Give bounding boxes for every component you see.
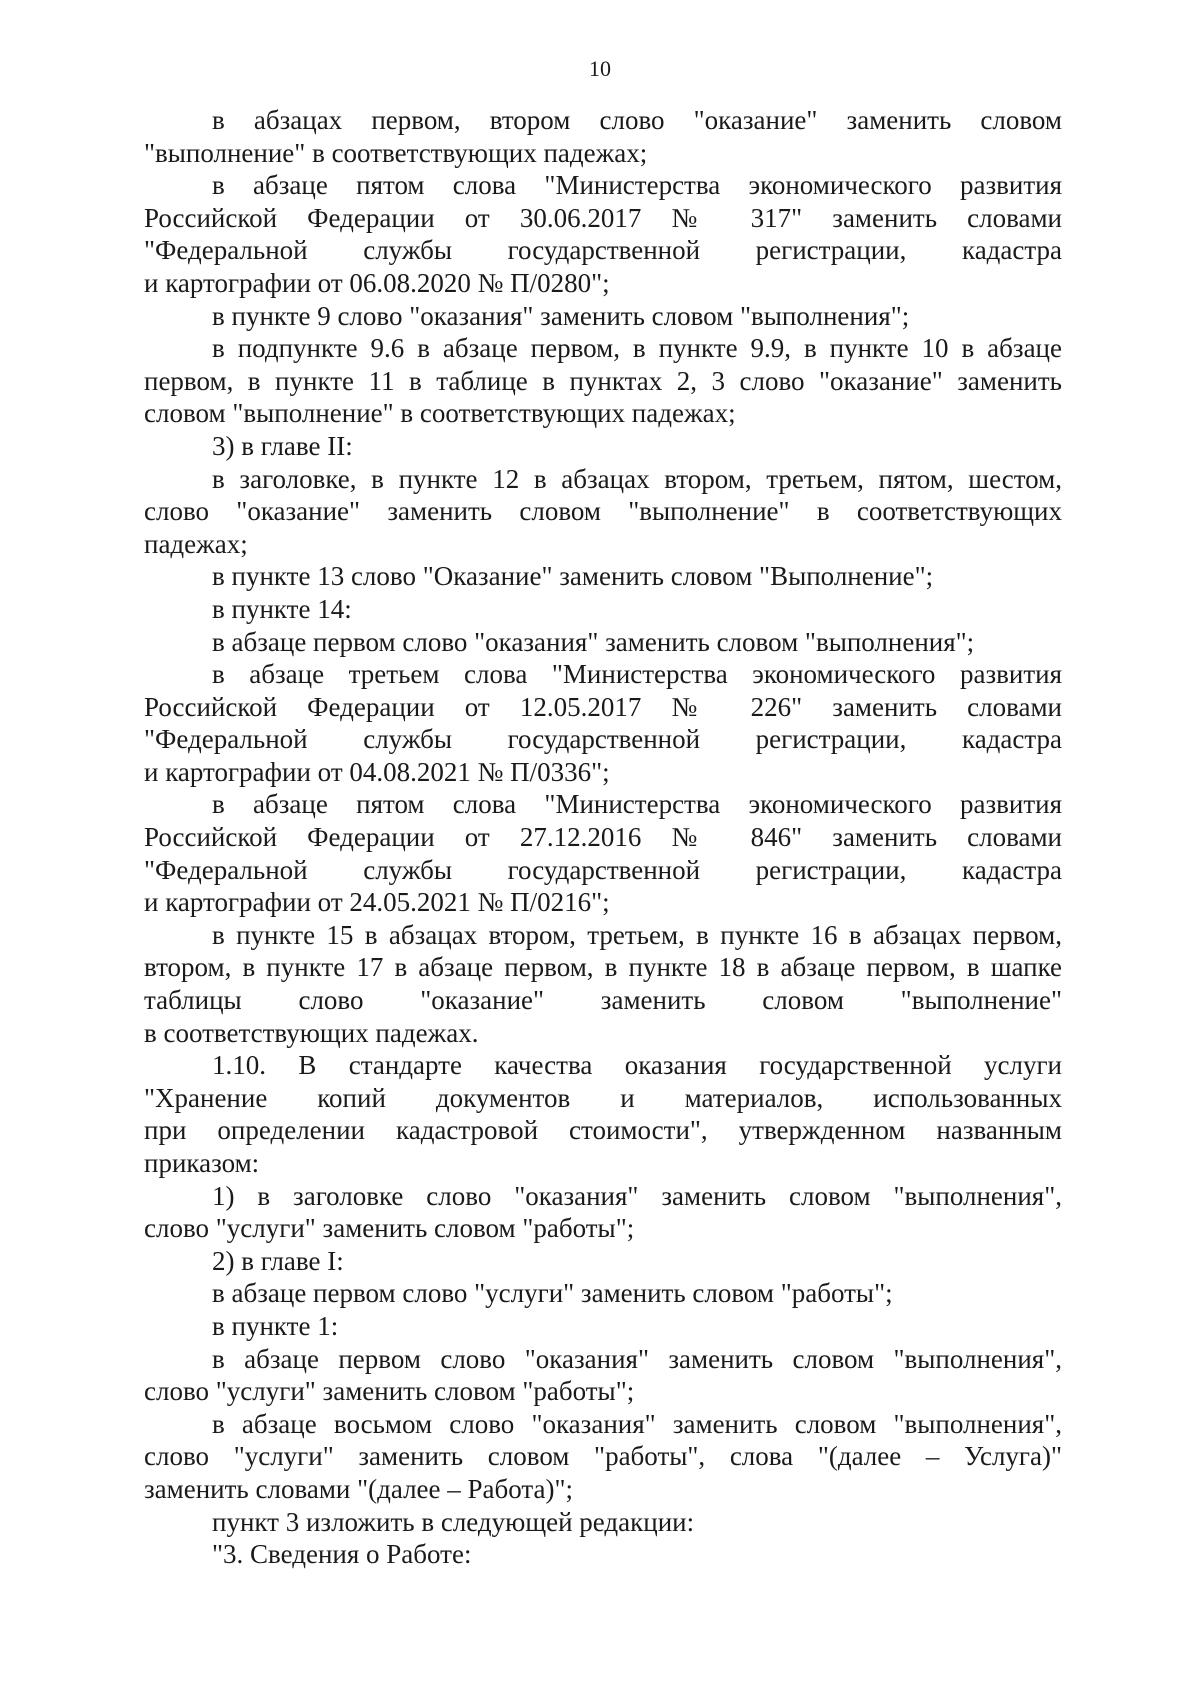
text-line: в абзаце третьем слова "Министерства экономического развития xyxy=(212,659,1062,690)
text-line: в абзаце первом слово "услуги" заменить словом "работы"; xyxy=(212,1278,893,1309)
text-line: 1.10. В стандарте качества оказания государственной услуги xyxy=(212,1050,1062,1081)
text-line: в абзаце восьмом слово "оказания" заменить словом "выполнения", xyxy=(212,1408,1062,1439)
text-line: в пункте 1: xyxy=(212,1310,339,1341)
text-line: заменить словами "(далее – Работа)"; xyxy=(144,1473,574,1504)
text-line: таблицы слово "оказание" заменить словом "выполнение" xyxy=(144,985,1062,1016)
text-line: словом "выполнение" в соответствующих падежах; xyxy=(144,398,736,429)
text-line: в пункте 9 слово "оказания" заменить словом "выполнения"; xyxy=(212,300,910,331)
paragraph xyxy=(144,1408,1062,1506)
text-line: 2) в главе I: xyxy=(212,1245,344,1276)
text-line: 1) в заголовке слово "оказания" заменить словом "выполнения", xyxy=(212,1180,1062,1211)
text-line: "Федеральной службы государственной регистрации, кадастра xyxy=(144,854,1062,885)
text-line: слово "услуги" заменить словом "работы"; xyxy=(144,1213,635,1244)
text-line: в абзаце пятом слова "Министерства экономического развития xyxy=(212,170,1062,201)
paragraph xyxy=(144,560,1062,593)
paragraph xyxy=(144,788,1062,918)
paragraph xyxy=(144,1310,1062,1343)
text-line: и картографии от 24.05.2021 № П/0216"; xyxy=(144,887,610,918)
text-line: при определении кадастровой стоимости", утвержденном названным xyxy=(144,1115,1062,1146)
text-line: "Федеральной службы государственной регистрации, кадастра xyxy=(144,235,1062,266)
paragraph xyxy=(144,1049,1062,1179)
text-line: 3) в главе II: xyxy=(212,430,353,461)
text-line: первом, в пункте 11 в таблице в пунктах 2, 3 слово "оказание" заменить xyxy=(144,365,1062,396)
text-line: в заголовке, в пункте 12 в абзацах втором, третьем, пятом, шестом, xyxy=(212,463,1062,494)
text-line: в подпункте 9.6 в абзаце первом, в пункте 9.9, в пункте 10 в абзаце xyxy=(212,333,1062,364)
paragraph xyxy=(144,169,1062,299)
text-line: приказом: xyxy=(144,1148,260,1178)
paragraph xyxy=(144,626,1062,659)
text-line: "3. Сведения о Работе: xyxy=(212,1539,472,1570)
paragraph xyxy=(144,1506,1062,1539)
text-line: Российской Федерации от 12.05.2017 № 226" заменить словами xyxy=(144,691,1062,722)
paragraph xyxy=(144,332,1062,430)
text-line: "Хранение копий документов и материалов, использованных xyxy=(144,1082,1062,1113)
text-line: "выполнение" в соответствующих падежах; xyxy=(144,137,648,168)
paragraph xyxy=(144,1180,1062,1245)
paragraph xyxy=(144,463,1062,561)
text-line: в пункте 14: xyxy=(212,593,352,624)
text-line: втором, в пункте 17 в абзаце первом, в пункте 18 в абзаце первом, в шапке xyxy=(144,952,1062,983)
text-line: и картографии от 04.08.2021 № П/0336"; xyxy=(144,756,610,787)
paragraph xyxy=(144,1538,1062,1571)
text-line: в соответствующих падежах. xyxy=(144,1017,479,1048)
text-line: в абзаце первом слово "оказания" заменить словом "выполнения", xyxy=(212,1343,1062,1374)
text-line: в пункте 13 слово "Оказание" заменить словом "Выполнение"; xyxy=(212,561,934,592)
paragraph xyxy=(144,1343,1062,1408)
text-line: слово "оказание" заменить словом "выполнение" в соответствующих xyxy=(144,496,1062,527)
paragraph xyxy=(144,919,1062,1049)
page-number: 10 xyxy=(589,56,611,81)
text-line: пункт 3 изложить в следующей редакции: xyxy=(212,1506,695,1537)
paragraph xyxy=(144,430,1062,463)
paragraph xyxy=(144,1277,1062,1310)
text-line: слово "услуги" заменить словом "работы"; xyxy=(144,1376,635,1407)
text-line: в пункте 15 в абзацах втором, третьем, в пункте 16 в абзацах первом, xyxy=(212,919,1062,950)
text-line: Российской Федерации от 30.06.2017 № 317" заменить словами xyxy=(144,202,1062,233)
text-line: и картографии от 06.08.2020 № П/0280"; xyxy=(144,267,610,298)
paragraph xyxy=(144,593,1062,626)
paragraph xyxy=(144,1245,1062,1278)
text-line: в абзаце пятом слова "Министерства экономического развития xyxy=(212,789,1062,820)
text-line: в абзаце первом слово "оказания" заменить словом "выполнения"; xyxy=(212,626,975,657)
document-body xyxy=(144,104,1062,1571)
text-line: слово "услуги" заменить словом "работы", слова "(далее – Услуга)" xyxy=(144,1441,1062,1472)
text-line: Российской Федерации от 27.12.2016 № 846" заменить словами xyxy=(144,822,1062,853)
text-line: в абзацах первом, втором слово "оказание" заменить словом xyxy=(212,105,1062,135)
text-line: падежах; xyxy=(144,528,248,559)
text-line: "Федеральной службы государственной регистрации, кадастра xyxy=(144,724,1062,755)
paragraph xyxy=(144,300,1062,333)
paragraph xyxy=(144,658,1062,788)
paragraph xyxy=(144,104,1062,169)
